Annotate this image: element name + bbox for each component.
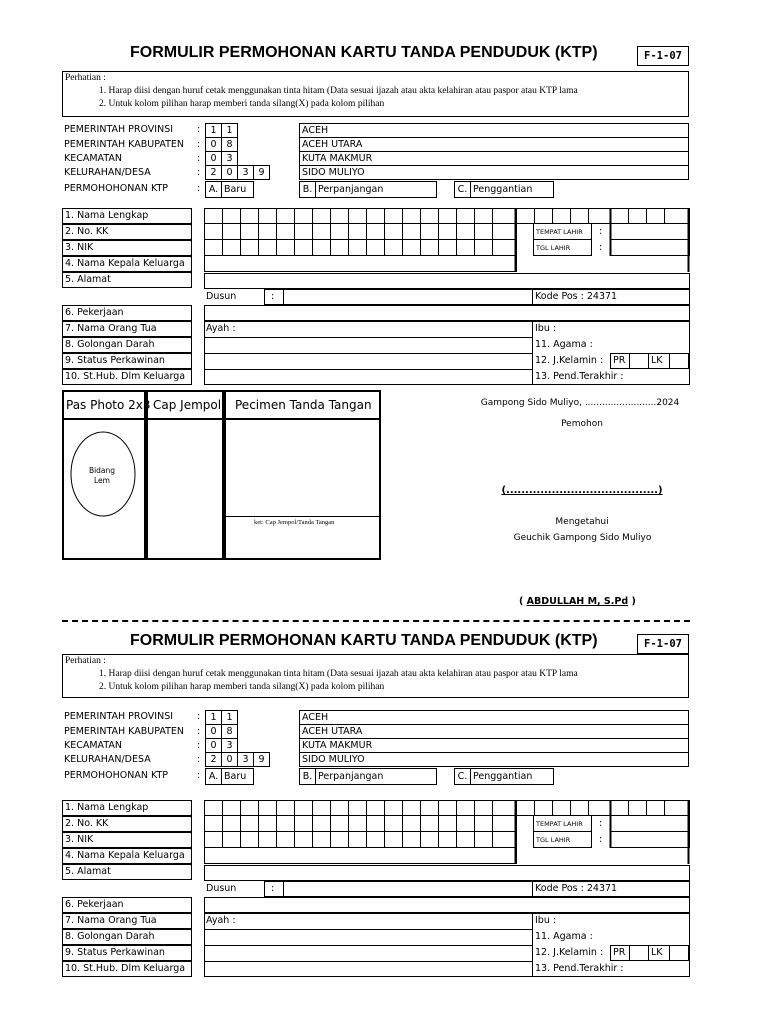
notice-item-2: 2. Untuk kolom pilihan harap memberi tanda silang(X) pada kolom pilihan <box>99 682 385 692</box>
kabupaten-name-field[interactable]: ACEH UTARA <box>299 724 689 739</box>
kabupaten-label: PEMERINTAH KABUPATEN <box>64 726 184 737</box>
alamat-label: 5. Alamat <box>62 864 192 880</box>
option-a-checkbox[interactable]: A. <box>205 768 222 785</box>
status-kawin-label: 9. Status Perkawinan <box>62 353 192 369</box>
colon: : <box>197 770 201 781</box>
row-line <box>204 929 533 930</box>
kecamatan-label: KECAMATAN <box>64 740 122 751</box>
notice-item-1: 1. Harap diisi dengan huruf cetak menggunakan tinta hitam (Data sesuai ijazah atau akta kelahiran atau paspor atau KTP lama <box>99 86 578 96</box>
colon: : <box>271 291 275 302</box>
dusun-label: Dusun <box>206 883 237 894</box>
agama-label: 11. Agama : <box>535 931 593 942</box>
provinsi-code-digit[interactable]: 1 <box>221 123 238 138</box>
golongan-darah-label: 8. Golongan Darah <box>62 337 192 353</box>
nik-label: 3. NIK <box>62 240 192 256</box>
pend-label: 13. Pend.Terakhir : <box>535 371 624 382</box>
provinsi-code-digit[interactable]: 1 <box>205 123 222 138</box>
row-line <box>204 337 533 338</box>
agama-label: 11. Agama : <box>535 339 593 350</box>
colon: : <box>271 883 275 894</box>
letter-grid[interactable] <box>204 208 690 274</box>
option-a-checkbox[interactable]: A. <box>205 181 222 198</box>
provinsi-code-digit[interactable]: 1 <box>221 710 238 725</box>
desa-name-field[interactable]: SIDO MULIYO <box>299 165 689 180</box>
colon: : <box>197 139 201 150</box>
notice-title: Perhatian : <box>65 73 106 83</box>
pekerjaan-label: 6. Pekerjaan <box>62 305 192 321</box>
option-c-checkbox[interactable]: C. <box>454 181 471 198</box>
pr-option[interactable]: PR <box>610 945 630 961</box>
pr-checkbox[interactable] <box>629 353 649 369</box>
form-title: FORMULIR PERMOHONAN KARTU TANDA PENDUDUK (KTP) <box>130 632 598 649</box>
desa-code-digit[interactable]: 3 <box>237 752 254 767</box>
nik-label: 3. NIK <box>62 832 192 848</box>
pr-option[interactable]: PR <box>610 353 630 369</box>
lk-checkbox[interactable] <box>669 353 689 369</box>
colon: : <box>197 183 201 194</box>
kode-pos: Kode Pos : 24371 <box>532 289 690 305</box>
kecamatan-code-digit[interactable]: 0 <box>205 738 222 753</box>
ayah-label: Ayah : <box>206 915 236 926</box>
desa-code-digit[interactable]: 2 <box>205 752 222 767</box>
colon: : <box>197 726 201 737</box>
st-hub-label: 10. St.Hub. Dlm Keluarga <box>62 369 192 385</box>
desa-label: KELURAHAN/DESA <box>64 167 151 178</box>
colon: : <box>197 754 201 765</box>
option-b-checkbox[interactable]: B. <box>299 768 316 785</box>
nama-lengkap-label: 1. Nama Lengkap <box>62 800 192 816</box>
notice-item-2: 2. Untuk kolom pilihan harap memberi tanda silang(X) pada kolom pilihan <box>99 99 385 109</box>
permohonan-label: PERMOHOHONAN KTP <box>64 770 169 781</box>
dusun-field[interactable] <box>283 289 533 305</box>
colon: : <box>197 124 201 135</box>
notice-box <box>62 654 689 698</box>
kabupaten-code-digit[interactable]: 8 <box>221 724 238 739</box>
dusun-colon-cell <box>264 881 284 897</box>
letter-grid[interactable] <box>204 800 690 866</box>
desa-name-field[interactable]: SIDO MULIYO <box>299 752 689 767</box>
kecamatan-name-field[interactable]: KUTA MAKMUR <box>299 151 689 166</box>
option-a-label: Baru <box>221 181 254 198</box>
pend-label: 13. Pend.Terakhir : <box>535 963 624 974</box>
no-kk-label: 2. No. KK <box>62 224 192 240</box>
colon: : <box>197 740 201 751</box>
option-a-label: Baru <box>221 768 254 785</box>
bidang-text: Bidang <box>88 466 116 475</box>
lk-option[interactable]: LK <box>648 945 670 961</box>
nama-lengkap-label: 1. Nama Lengkap <box>62 208 192 224</box>
option-c-checkbox[interactable]: C. <box>454 768 471 785</box>
place-date: Gampong Sido Muliyo, .........................2024 <box>480 398 680 408</box>
provinsi-code-digit[interactable]: 1 <box>205 710 222 725</box>
kecamatan-name-field[interactable]: KUTA MAKMUR <box>299 738 689 753</box>
form-copy-2 <box>0 588 768 1024</box>
pekerjaan-field[interactable] <box>204 305 690 321</box>
sign-line <box>226 516 379 517</box>
kelamin-label: 12. J.Kelamin : <box>535 947 604 958</box>
alamat-label: 5. Alamat <box>62 272 192 288</box>
option-b-label: Perpanjangan <box>315 768 437 785</box>
form-code: F-1-07 <box>637 634 689 654</box>
kepala-keluarga-label: 4. Nama Kepala Keluarga <box>62 848 192 864</box>
row-line <box>204 961 533 962</box>
kecamatan-label: KECAMATAN <box>64 153 122 164</box>
tgl-lahir-label: TGL LAHIR <box>536 244 571 252</box>
lk-option[interactable]: LK <box>648 353 670 369</box>
kecamatan-code-digit[interactable]: 3 <box>221 151 238 166</box>
provinsi-label: PEMERINTAH PROVINSI <box>64 711 174 722</box>
dusun-colon-cell <box>264 289 284 305</box>
colon: : <box>197 711 201 722</box>
option-c-label: Penggantian <box>470 768 554 785</box>
orang-tua-label: 7. Nama Orang Tua <box>62 321 192 337</box>
row-line <box>204 353 533 354</box>
desa-label: KELURAHAN/DESA <box>64 754 151 765</box>
desa-code-digit[interactable]: 2 <box>205 165 222 180</box>
form-code: F-1-07 <box>637 46 689 66</box>
pekerjaan-label: 6. Pekerjaan <box>62 897 192 913</box>
geuchik-name-text: ABDULLAH M, S.Pd <box>526 596 629 607</box>
provinsi-name-field[interactable]: ACEH <box>299 123 689 138</box>
pas-photo-box[interactable] <box>62 418 146 560</box>
paren-close: ) <box>628 596 636 607</box>
colon: : <box>197 153 201 164</box>
kelamin-label: 12. J.Kelamin : <box>535 355 604 366</box>
orang-tua-label: 7. Nama Orang Tua <box>62 913 192 929</box>
form-title: FORMULIR PERMOHONAN KARTU TANDA PENDUDUK (KTP) <box>130 44 598 61</box>
specimen-note: ket: Cap Jempol/Tanda Tangan <box>254 519 335 526</box>
option-b-label: Perpanjangan <box>315 181 437 198</box>
geuchik-label: Geuchik Gampong Sido Muliyo <box>513 533 652 543</box>
cap-jempol-box[interactable] <box>146 418 224 560</box>
row-line <box>204 369 533 370</box>
tempat-lahir-label: TEMPAT LAHIR <box>536 820 583 828</box>
golongan-darah-label: 8. Golongan Darah <box>62 929 192 945</box>
pemohon-label: Pemohon <box>561 419 603 429</box>
mengetahui-label: Mengetahui <box>555 517 609 527</box>
desa-code-digit[interactable]: 0 <box>221 752 238 767</box>
pas-photo-header <box>62 390 151 420</box>
tempat-lahir-label: TEMPAT LAHIR <box>536 228 583 236</box>
kecamatan-code-digit[interactable]: 0 <box>205 151 222 166</box>
kabupaten-code-digit[interactable]: 0 <box>205 137 222 152</box>
colon: : <box>599 226 603 237</box>
kabupaten-code-digit[interactable]: 8 <box>221 137 238 152</box>
desa-code-digit[interactable]: 9 <box>253 165 270 180</box>
dusun-label: Dusun <box>206 291 237 302</box>
desa-code-digit[interactable]: 9 <box>253 752 270 767</box>
notice-title: Perhatian : <box>65 656 106 666</box>
kode-pos: Kode Pos : 24371 <box>532 881 690 897</box>
lk-checkbox[interactable] <box>669 945 689 961</box>
colon: : <box>197 167 201 178</box>
paren-open: ( <box>519 596 527 607</box>
option-c-label: Penggantian <box>470 181 554 198</box>
desa-code-digit[interactable]: 0 <box>221 165 238 180</box>
pemohon-signature-blank[interactable]: (........................................) <box>501 485 663 496</box>
pr-checkbox[interactable] <box>629 945 649 961</box>
notice-box <box>62 71 689 117</box>
kecamatan-code-digit[interactable]: 3 <box>221 738 238 753</box>
tgl-lahir-label: TGL LAHIR <box>536 836 571 844</box>
specimen-box[interactable] <box>224 418 381 560</box>
specimen-label: Pecimen Tanda Tangan <box>235 398 372 412</box>
ibu-label: Ibu : <box>535 915 557 926</box>
pekerjaan-field[interactable] <box>204 897 690 913</box>
st-hub-label: 10. St.Hub. Dlm Keluarga <box>62 961 192 977</box>
colon: : <box>599 834 603 845</box>
specimen-header <box>224 390 381 420</box>
provinsi-name-field[interactable]: ACEH <box>299 710 689 725</box>
row-line <box>204 945 533 946</box>
alamat-field[interactable] <box>204 273 690 289</box>
status-kawin-label: 9. Status Perkawinan <box>62 945 192 961</box>
cap-jempol-label: Cap Jempol <box>153 398 222 412</box>
ayah-label: Ayah : <box>206 323 236 334</box>
colon: : <box>599 242 603 253</box>
desa-code-digit[interactable]: 3 <box>237 165 254 180</box>
pas-photo-label: Pas Photo 2x3 <box>66 398 151 412</box>
kabupaten-code-digit[interactable]: 0 <box>205 724 222 739</box>
permohonan-label: PERMOHOHONAN KTP <box>64 183 169 194</box>
kabupaten-label: PEMERINTAH KABUPATEN <box>64 139 184 150</box>
no-kk-label: 2. No. KK <box>62 816 192 832</box>
lem-text: Lem <box>94 476 110 485</box>
option-b-checkbox[interactable]: B. <box>299 181 316 198</box>
colon: : <box>599 818 603 829</box>
alamat-field[interactable] <box>204 865 690 881</box>
dusun-field[interactable] <box>283 881 533 897</box>
cap-jempol-header <box>146 390 224 420</box>
notice-item-1: 1. Harap diisi dengan huruf cetak menggunakan tinta hitam (Data sesuai ijazah atau akta kelahiran atau paspor atau KTP lama <box>99 669 578 679</box>
ibu-label: Ibu : <box>535 323 557 334</box>
glue-area-label <box>64 466 140 486</box>
provinsi-label: PEMERINTAH PROVINSI <box>64 124 174 135</box>
kabupaten-name-field[interactable]: ACEH UTARA <box>299 137 689 152</box>
kepala-keluarga-label: 4. Nama Kepala Keluarga <box>62 256 192 272</box>
